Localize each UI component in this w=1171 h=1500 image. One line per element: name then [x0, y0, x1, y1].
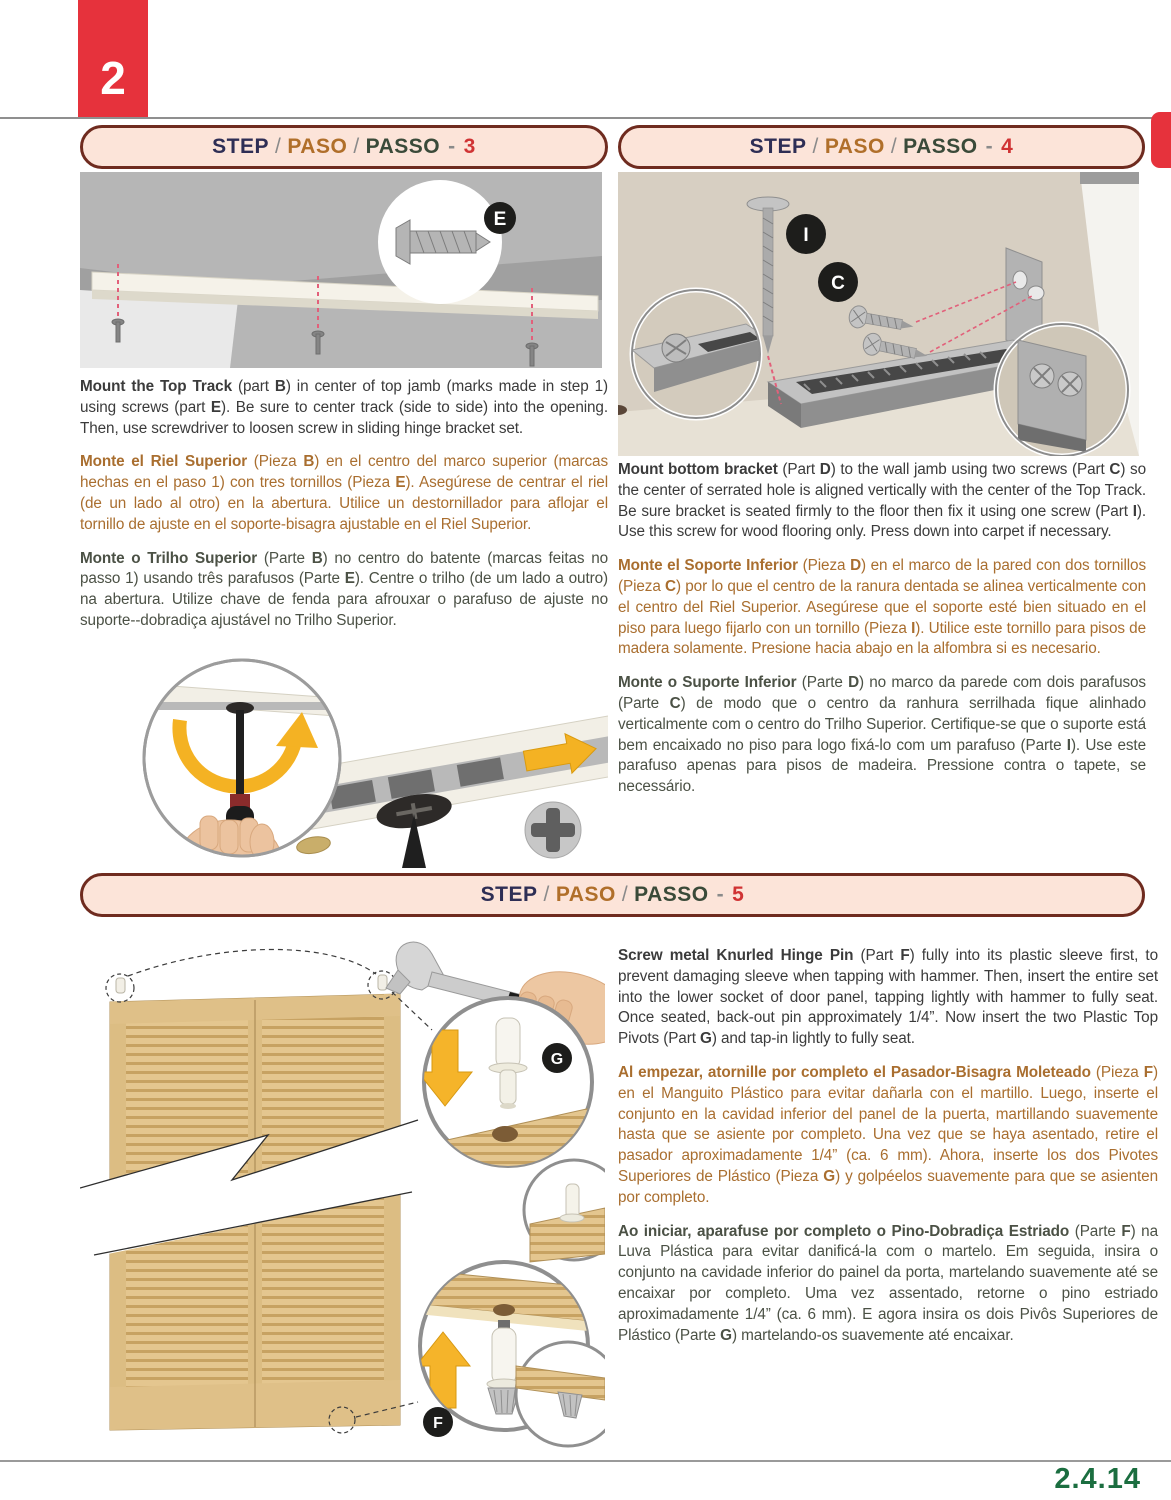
- step5-paragraph-portuguese: Ao iniciar, aparafuse por completo o Pino-Dobradiça Estriado (Parte F) na Luva Plástica para evitar danificá-la com o martelo. Em seguida, insira o conjunto na cavidade inferior do painel da porta, martelando suavemente até se encaixar por completo. Uma vez assentado, retorne o pino estriado aproximadamente 1/4” (ca. 6 mm). E agora insira os dois Pivôs Superiores de Plástico (Parte G) martelando-os suavemente até encaixar.: [618, 1222, 1158, 1344]
- top-rule: [0, 117, 1171, 119]
- top-pivot-callout: [418, 998, 605, 1262]
- hinge-pin-callout: [416, 1262, 605, 1446]
- banner-separator: /: [812, 135, 819, 158]
- edge-bleed-tab: [1151, 112, 1171, 168]
- banner-separator: /: [543, 883, 550, 906]
- part-letter-F: F: [433, 1415, 443, 1432]
- phillips-screw-icon: [525, 802, 581, 858]
- banner-dash: -: [448, 135, 456, 158]
- part-letter-I: I: [803, 225, 809, 246]
- bracket-detail-callout-right: [996, 324, 1128, 456]
- step4-bottom-bracket-illustration: [618, 172, 1139, 456]
- step4-text-block: [618, 460, 1146, 811]
- step5-paragraph-english: Screw metal Knurled Hinge Pin (Part F) fully into its plastic sleeve first, to prevent damaging sleeve when tapping with hammer. Then, insert the entire set into the lower socket of door panel, tapping lightly with hammer to fully seat. Once seated, back-out pin approximately 1/4”. Now insert the two Plastic Top Pivots (Part G) and tap-in lightly to fully seat.: [618, 947, 1158, 1048]
- hand-screwdriver-callout: [144, 660, 340, 868]
- bottom-bracket-image: [618, 172, 1139, 456]
- chapter-number: 2: [100, 52, 126, 104]
- banner-word-en: STEP: [212, 135, 270, 158]
- banner-word-pt: PASSO: [365, 135, 441, 158]
- step4-banner: [618, 125, 1145, 169]
- step3-adjustment-illustration: [80, 656, 608, 868]
- step3-paragraph-spanish: Monte el Riel Superior (Pieza B) en el centro del marco superior (marcas hechas en el paso 1) con tres tornillos (Pieza E). Asegúrese de centrar el riel (de un lado al otro) en la abertura. Utilice un destornillador para aflojar el tornillo de ajuste en el soporte-bisagra ajustable en el Riel Superior.: [80, 453, 608, 533]
- banner-dash: -: [716, 883, 725, 906]
- step5-door-pivot-illustration: [80, 930, 605, 1480]
- part-letter-E: E: [493, 209, 507, 230]
- step4-paragraph-english: Mount bottom bracket (Part D) to the wall jamb using two screws (Part C) so the center of serrated hole is aligned vertically with the center of the Top Track. Be sure bracket is seated firmly to the floor then fix it using one screw (Part I). Use this screw for wood flooring only. Press down into carpet if necessary.: [618, 461, 1146, 541]
- step3-text-block: [80, 377, 608, 645]
- step3-banner: [80, 125, 608, 169]
- door-pivot-image: [80, 930, 605, 1480]
- page-number: 2.4.14: [1054, 1463, 1141, 1495]
- banner-word-en: STEP: [749, 135, 807, 158]
- step3-paragraph-portuguese: Monte o Trilho Superior (Parte B) no centro do batente (marcas feitas no passo 1) usando três parafusos (Parte E). Centre o trilho (de um lado a outro) na abertura. Utilize chave de fenda para afrouxar o parafuso de ajuste no suporte--dobradiça ajustável no Trilho Superior.: [80, 549, 609, 629]
- step5-number: 5: [732, 883, 745, 906]
- step4-number: 4: [1001, 135, 1014, 158]
- screwdriver-adjustment-image: [80, 656, 608, 868]
- banner-word-pt: PASSO: [903, 135, 978, 158]
- step5-banner: [80, 873, 1145, 917]
- banner-separator: /: [275, 135, 282, 158]
- banner-word-es: PASO: [287, 135, 348, 158]
- banner-dash: -: [985, 135, 994, 158]
- banner-word-es: PASO: [824, 135, 885, 158]
- step5-text-block: [618, 946, 1158, 1359]
- part-letter-G: G: [550, 1051, 564, 1068]
- step5-paragraph-spanish: Al empezar, atornille por completo el Pasador-Bisagra Moleteado (Pieza F) en el Manguito Plástico para evitar dañarla con el martillo. Luego, inserte el conjunto en la cavidad inferior del panel de la puerta, martillando suavemente hasta que se asiente por completo. Una vez que se haya asentado, retire el pasador aproximadamente 1/4” (ca. 6 mm). Ahora, inserte los dos Pivotes Superiores de Plástico (Pieza G) y golpéelos suavemente para que se asienten por completo.: [618, 1063, 1159, 1206]
- banner-separator: /: [890, 135, 898, 158]
- top-track-mounting-image: [80, 172, 602, 368]
- step3-paragraph-english: Mount the Top Track (part B) in center of top jamb (marks made in step 1) using screws (part E). Be sure to center track (side to side) into the opening. Then, use screwdriver to loosen screw in sliding hinge bracket set.: [80, 378, 608, 437]
- banner-separator: /: [621, 883, 629, 906]
- chapter-tab: [78, 0, 148, 117]
- step3-number: 3: [463, 135, 476, 158]
- part-letter-C: C: [831, 273, 845, 294]
- banner-word-en: STEP: [480, 883, 538, 906]
- step4-paragraph-portuguese: Monte o Suporte Inferior (Parte D) no marco da parede com dois parafusos (Parte C) de modo que o centro da ranhura serrilhada fique alinhado verticalmente com o centro do Trilho Superior. Certifique-se que o suporte está bem encaixado no piso para logo fixá-lo com um parafuso (Parte I). Use este parafuso apenas para pisos de madeira. Pressione contra o tapete, se necessário.: [618, 674, 1146, 796]
- banner-word-pt: PASSO: [634, 883, 709, 906]
- step4-paragraph-spanish: Monte el Soporte Inferior (Pieza D) en el marco de la pared con dos tornillos (Pieza C) por lo que el centro de la ranura dentada se alinea verticalmente con el centro del Riel Superior. Asegúrese que el soporte esté bien situado en el piso para luego fijarlo con un tornillo (Pieza I). Utilice este tornillo para pisos de madera solamente. Presione hacia abajo en la alfombra si es necesario.: [618, 557, 1147, 658]
- step3-top-track-illustration: [80, 172, 602, 368]
- banner-separator: /: [353, 135, 360, 158]
- bottom-rule: [0, 1460, 1171, 1462]
- banner-word-es: PASO: [555, 883, 616, 906]
